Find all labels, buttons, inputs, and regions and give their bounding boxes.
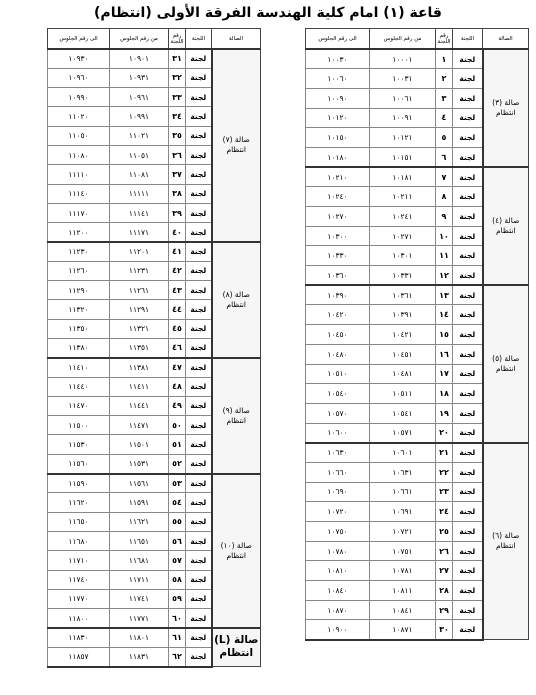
to-seat-cell: ١١٣٢٠ <box>48 300 110 319</box>
from-seat-cell: ١٠١٨١ <box>370 167 436 187</box>
committee-cell: لجنة <box>453 600 483 620</box>
from-seat-cell: ١١٣٥١ <box>110 338 169 357</box>
to-seat-cell: ١١٥٩٠ <box>48 474 110 493</box>
to-seat-cell: ١٠٥٧٠ <box>306 403 370 423</box>
committee-cell: لجنة <box>186 512 212 531</box>
from-seat-cell: ١١٧١١ <box>110 570 169 589</box>
from-seat-cell: ١١١٤١ <box>110 203 169 222</box>
table-row <box>48 49 261 68</box>
to-seat-cell: ١٠٩٠٠ <box>306 620 370 640</box>
to-seat-cell: ١٠٨٤٠ <box>306 581 370 601</box>
header-to-seat: الى رقم الجلوس <box>48 29 110 50</box>
committee-number: ١٣ <box>436 285 453 305</box>
committee-number: ٤٢ <box>169 261 186 280</box>
from-seat-cell: ١١١٧١ <box>110 223 169 242</box>
to-seat-cell: ١٠٠٦٠ <box>306 69 370 89</box>
to-seat-cell: ١٠٤٥٠ <box>306 325 370 345</box>
table-row <box>306 167 529 187</box>
from-seat-cell: ١٠٣٠١ <box>370 246 436 266</box>
to-seat-cell: ١٠٦٩٠ <box>306 482 370 502</box>
to-seat-cell: ١١١٤٠ <box>48 184 110 203</box>
committee-number: ١٢ <box>436 266 453 286</box>
committee-number: ٥٦ <box>169 531 186 550</box>
from-seat-cell: ١٠٩٣١ <box>110 68 169 87</box>
from-seat-cell: ١١١١١ <box>110 184 169 203</box>
to-seat-cell: ١١٦٢٠ <box>48 493 110 512</box>
from-seat-cell: ١٠٨١١ <box>370 581 436 601</box>
committee-number: ٣٣ <box>169 88 186 107</box>
committee-cell: لجنة <box>453 187 483 207</box>
from-seat-cell: ١١٥٦١ <box>110 474 169 493</box>
committee-cell: لجنة <box>186 88 212 107</box>
from-seat-cell: ١٠٥٧١ <box>370 423 436 443</box>
to-seat-cell: ١٠٧٢٠ <box>306 502 370 522</box>
committee-number: ١٠ <box>436 226 453 246</box>
from-seat-cell: ١٠٩٦١ <box>110 88 169 107</box>
committee-cell: لجنة <box>453 462 483 482</box>
from-seat-cell: ١١٨٣١ <box>110 647 169 666</box>
committee-number: ٥٧ <box>169 551 186 570</box>
header-to-seat: الى رقم الجلوس <box>306 29 370 50</box>
committee-number: ٣١ <box>169 49 186 68</box>
hall-name: صالة (٧) انتظام <box>212 49 261 242</box>
from-seat-cell: ١١٠٢١ <box>110 126 169 145</box>
committee-number: ١٤ <box>436 305 453 325</box>
header-row <box>48 29 261 50</box>
committee-cell: لجنة <box>453 502 483 522</box>
committee-number: ٦٠ <box>169 609 186 628</box>
committee-number: ٨ <box>436 187 453 207</box>
from-seat-cell: ١٠٩٩١ <box>110 107 169 126</box>
to-seat-cell: ١١٢٠٠ <box>48 223 110 242</box>
committee-cell: لجنة <box>186 68 212 87</box>
committee-cell: لجنة <box>453 207 483 227</box>
committee-number: ٩ <box>436 207 453 227</box>
committee-number: ٣٨ <box>169 184 186 203</box>
from-seat-cell: ١١٠٥١ <box>110 145 169 164</box>
to-seat-cell: ١١٥٣٠ <box>48 435 110 454</box>
page-title: قاعة (١) امام كلية الهندسة الفرقة الأولى (انتظام) <box>94 5 442 21</box>
committee-number: ٥٨ <box>169 570 186 589</box>
committee-number: ٤٥ <box>169 319 186 338</box>
to-seat-cell: ١٠٣٠٠ <box>306 226 370 246</box>
from-seat-cell: ١٠٧٨١ <box>370 561 436 581</box>
committee-number: ٤ <box>436 108 453 128</box>
from-seat-cell: ١١٣٨١ <box>110 358 169 377</box>
committee-number: ٦ <box>436 147 453 167</box>
from-seat-cell: ١١٦٥١ <box>110 531 169 550</box>
committee-number: ٢٩ <box>436 600 453 620</box>
to-seat-cell: ١٠٩٣٠ <box>48 49 110 68</box>
committee-cell: لجنة <box>186 338 212 357</box>
table-row <box>306 49 529 69</box>
committee-number: ٤٠ <box>169 223 186 242</box>
committee-cell: لجنة <box>186 589 212 608</box>
to-seat-cell: ١١٧١٠ <box>48 551 110 570</box>
hall-name: صالة (٥) انتظام <box>483 285 529 443</box>
hall-name: صالة (٣) انتظام <box>483 49 529 167</box>
committee-cell: لجنة <box>186 551 212 570</box>
committees-table-right <box>305 28 529 641</box>
from-seat-cell: ١١٧٧١ <box>110 609 169 628</box>
committee-number: ٢ <box>436 69 453 89</box>
from-seat-cell: ١١٤٧١ <box>110 416 169 435</box>
committee-number: ٥٠ <box>169 416 186 435</box>
to-seat-cell: ١١٠٨٠ <box>48 145 110 164</box>
committee-cell: لجنة <box>186 647 212 666</box>
from-seat-cell: ١٠٦٩١ <box>370 502 436 522</box>
table-row <box>48 358 261 377</box>
committee-number: ٢٨ <box>436 581 453 601</box>
to-seat-cell: ١٠٣٣٠ <box>306 246 370 266</box>
from-seat-cell: ١٠٧٥١ <box>370 541 436 561</box>
committee-cell: لجنة <box>453 325 483 345</box>
from-seat-cell: ١٠٢٧١ <box>370 226 436 246</box>
committee-cell: لجنة <box>186 358 212 377</box>
committee-number: ٤٧ <box>169 358 186 377</box>
to-seat-cell: ١٠٦٣٠ <box>306 443 370 463</box>
hall-name: صالة (٨) انتظام <box>212 242 261 358</box>
committee-cell: لجنة <box>453 364 483 384</box>
committee-number: ٤٩ <box>169 396 186 415</box>
committee-number: ٣٧ <box>169 165 186 184</box>
from-seat-cell: ١٠٦٣١ <box>370 462 436 482</box>
from-seat-cell: ١٠٧٢١ <box>370 522 436 542</box>
header-committee: اللجنة <box>186 29 212 50</box>
to-seat-cell: ١٠١٨٠ <box>306 147 370 167</box>
committee-number: ٤١ <box>169 242 186 261</box>
table-row <box>48 628 261 647</box>
committee-cell: لجنة <box>453 541 483 561</box>
committee-cell: لجنة <box>186 474 212 493</box>
to-seat-cell: ١١٣٨٠ <box>48 338 110 357</box>
header-hall: الصالة <box>212 29 261 50</box>
from-seat-cell: ١٠٤٨١ <box>370 364 436 384</box>
to-seat-cell: ١٠٧٨٠ <box>306 541 370 561</box>
to-seat-cell: ١١٠٢٠ <box>48 107 110 126</box>
from-seat-cell: ١١٢٣١ <box>110 261 169 280</box>
to-seat-cell: ١٠٠٣٠ <box>306 49 370 69</box>
committee-cell: لجنة <box>186 223 212 242</box>
committee-number: ٧ <box>436 167 453 187</box>
from-seat-cell: ١١٧٤١ <box>110 589 169 608</box>
committee-cell: لجنة <box>186 319 212 338</box>
from-seat-cell: ١٠٢١١ <box>370 187 436 207</box>
from-seat-cell: ١٠٨٤١ <box>370 600 436 620</box>
committee-cell: لجنة <box>453 88 483 108</box>
from-seat-cell: ١١٦٢١ <box>110 512 169 531</box>
committee-cell: لجنة <box>453 522 483 542</box>
committee-number: ٥ <box>436 128 453 148</box>
committee-number: ٥٩ <box>169 589 186 608</box>
to-seat-cell: ١١٧٧٠ <box>48 589 110 608</box>
from-seat-cell: ١١٥٠١ <box>110 435 169 454</box>
committee-cell: لجنة <box>186 203 212 222</box>
from-seat-cell: ١١٤١١ <box>110 377 169 396</box>
committee-number: ١٦ <box>436 344 453 364</box>
to-seat-cell: ١٠٤٢٠ <box>306 305 370 325</box>
committee-cell: لجنة <box>186 107 212 126</box>
table-row <box>48 242 261 261</box>
committee-number: ٢٤ <box>436 502 453 522</box>
committee-number: ٣ <box>436 88 453 108</box>
to-seat-cell: ١٠٢١٠ <box>306 167 370 187</box>
to-seat-cell: ١١٨٣٠ <box>48 628 110 647</box>
committee-number: ٢٥ <box>436 522 453 542</box>
to-seat-cell: ١٠٩٦٠ <box>48 68 110 87</box>
committee-cell: لجنة <box>453 147 483 167</box>
to-seat-cell: ١٠٥٤٠ <box>306 384 370 404</box>
from-seat-cell: ١١٢٠١ <box>110 242 169 261</box>
table-row <box>306 443 529 463</box>
committee-number: ٦٢ <box>169 647 186 666</box>
committee-cell: لجنة <box>453 423 483 443</box>
committee-number: ٢٧ <box>436 561 453 581</box>
to-seat-cell: ١١٦٨٠ <box>48 531 110 550</box>
from-seat-cell: ١٠٩٠١ <box>110 49 169 68</box>
committee-cell: لجنة <box>186 377 212 396</box>
committee-cell: لجنة <box>453 246 483 266</box>
committee-cell: لجنة <box>186 184 212 203</box>
from-seat-cell: ١٠٦٦١ <box>370 482 436 502</box>
to-seat-cell: ١٠١٢٠ <box>306 108 370 128</box>
to-seat-cell: ١٠٦٠٠ <box>306 423 370 443</box>
table-body <box>306 49 529 640</box>
from-seat-cell: ١٠٠٦١ <box>370 88 436 108</box>
to-seat-cell: ١١٨٠٠ <box>48 609 110 628</box>
from-seat-cell: ١٠٠٩١ <box>370 108 436 128</box>
committee-number: ٦١ <box>169 628 186 647</box>
to-seat-cell: ١٠٩٩٠ <box>48 88 110 107</box>
committee-number: ١ <box>436 49 453 69</box>
committee-cell: لجنة <box>186 531 212 550</box>
committee-cell: لجنة <box>186 493 212 512</box>
committee-cell: لجنة <box>453 403 483 423</box>
from-seat-cell: ١٠٥١١ <box>370 384 436 404</box>
header-committee-no: رقم اللجنة <box>436 29 453 50</box>
to-seat-cell: ١١١١٠ <box>48 165 110 184</box>
committee-number: ١٨ <box>436 384 453 404</box>
to-seat-cell: ١٠٣٩٠ <box>306 285 370 305</box>
to-seat-cell: ١١٦٥٠ <box>48 512 110 531</box>
to-seat-cell: ١١٥٦٠ <box>48 454 110 473</box>
committee-number: ٢٣ <box>436 482 453 502</box>
from-seat-cell: ١١٢٩١ <box>110 300 169 319</box>
table-row <box>48 474 261 493</box>
from-seat-cell: ١١٥٩١ <box>110 493 169 512</box>
from-seat-cell: ١٠٦٠١ <box>370 443 436 463</box>
committee-number: ٤٨ <box>169 377 186 396</box>
committee-number: ٢١ <box>436 443 453 463</box>
hall-name: صالة (١٠) انتظام <box>212 474 261 628</box>
to-seat-cell: ١٠٧٥٠ <box>306 522 370 542</box>
header-row <box>306 29 529 50</box>
committee-number: ٥٢ <box>169 454 186 473</box>
committee-number: ٣٩ <box>169 203 186 222</box>
hall-name: صالة (٤) انتظام <box>483 167 529 285</box>
to-seat-cell: ١٠٠٩٠ <box>306 88 370 108</box>
committee-cell: لجنة <box>186 416 212 435</box>
committee-cell: لجنة <box>453 285 483 305</box>
from-seat-cell: ١٠٥٤١ <box>370 403 436 423</box>
committee-cell: لجنة <box>186 300 212 319</box>
committee-cell: لجنة <box>453 384 483 404</box>
from-seat-cell: ١٠٢٤١ <box>370 207 436 227</box>
committee-number: ٥٥ <box>169 512 186 531</box>
to-seat-cell: ١١٤٤٠ <box>48 377 110 396</box>
committee-number: ٥١ <box>169 435 186 454</box>
from-seat-cell: ١١٠٨١ <box>110 165 169 184</box>
committee-cell: لجنة <box>453 344 483 364</box>
committee-cell: لجنة <box>453 226 483 246</box>
to-seat-cell: ١١٤٧٠ <box>48 396 110 415</box>
to-seat-cell: ١١٢٣٠ <box>48 242 110 261</box>
committee-cell: لجنة <box>186 454 212 473</box>
committee-cell: لجنة <box>186 145 212 164</box>
committee-cell: لجنة <box>186 126 212 145</box>
from-seat-cell: ١٠٣٩١ <box>370 305 436 325</box>
hall-name: صالة (٦) انتظام <box>483 443 529 640</box>
to-seat-cell: ١١١٧٠ <box>48 203 110 222</box>
to-seat-cell: ١١٣٥٠ <box>48 319 110 338</box>
committee-cell: لجنة <box>453 69 483 89</box>
committee-cell: لجنة <box>453 581 483 601</box>
committee-number: ١٩ <box>436 403 453 423</box>
to-seat-cell: ١٠٨١٠ <box>306 561 370 581</box>
committee-number: ٤٤ <box>169 300 186 319</box>
committee-number: ٣٢ <box>169 68 186 87</box>
committee-cell: لجنة <box>186 570 212 589</box>
to-seat-cell: ١٠٦٦٠ <box>306 462 370 482</box>
committee-cell: لجنة <box>186 435 212 454</box>
to-seat-cell: ١١٥٠٠ <box>48 416 110 435</box>
from-seat-cell: ١١٢٦١ <box>110 281 169 300</box>
header-from-seat: من رقم الجلوس <box>370 29 436 50</box>
committees-table-left <box>47 28 261 668</box>
from-seat-cell: ١٠٠٣١ <box>370 69 436 89</box>
header-hall: الصالة <box>483 29 529 50</box>
to-seat-cell: ١٠١٥٠ <box>306 128 370 148</box>
committee-cell: لجنة <box>453 482 483 502</box>
committee-number: ١٧ <box>436 364 453 384</box>
committee-cell: لجنة <box>453 108 483 128</box>
committee-number: ٥٤ <box>169 493 186 512</box>
from-seat-cell: ١٠١٥١ <box>370 147 436 167</box>
committee-number: ٤٣ <box>169 281 186 300</box>
to-seat-cell: ١١٢٦٠ <box>48 261 110 280</box>
to-seat-cell: ١١٨٥٧ <box>48 647 110 666</box>
table-body <box>48 49 261 667</box>
committee-number: ٣٤ <box>169 107 186 126</box>
to-seat-cell: ١٠٨٧٠ <box>306 600 370 620</box>
committee-cell: لجنة <box>453 443 483 463</box>
committee-number: ٢٦ <box>436 541 453 561</box>
committee-number: ١٥ <box>436 325 453 345</box>
from-seat-cell: ١٠٣٦١ <box>370 285 436 305</box>
from-seat-cell: ١٠٣٣١ <box>370 266 436 286</box>
committee-cell: لجنة <box>453 49 483 69</box>
committee-cell: لجنة <box>453 620 483 640</box>
committee-cell: لجنة <box>453 561 483 581</box>
from-seat-cell: ١١٨٠١ <box>110 628 169 647</box>
committee-cell: لجنة <box>453 167 483 187</box>
committee-cell: لجنة <box>453 266 483 286</box>
committee-cell: لجنة <box>453 128 483 148</box>
committee-number: ٢٢ <box>436 462 453 482</box>
committee-number: ٣٦ <box>169 145 186 164</box>
committee-cell: لجنة <box>186 628 212 647</box>
hall-name: صالة (٩) انتظام <box>212 358 261 474</box>
committee-number: ١١ <box>436 246 453 266</box>
hall-name: صالة (L) انتظام <box>212 628 261 667</box>
header-from-seat: من رقم الجلوس <box>110 29 169 50</box>
header-committee-no: رقم اللجنة <box>169 29 186 50</box>
from-seat-cell: ١٠٤٥١ <box>370 344 436 364</box>
committee-cell: لجنة <box>186 261 212 280</box>
committee-number: ٥٣ <box>169 474 186 493</box>
to-seat-cell: ١١٧٤٠ <box>48 570 110 589</box>
committee-number: ٤٦ <box>169 338 186 357</box>
to-seat-cell: ١١٤١٠ <box>48 358 110 377</box>
from-seat-cell: ١٠١٢١ <box>370 128 436 148</box>
committee-cell: لجنة <box>186 609 212 628</box>
to-seat-cell: ١٠٥١٠ <box>306 364 370 384</box>
committee-number: ٢٠ <box>436 423 453 443</box>
header-committee: اللجنة <box>453 29 483 50</box>
committee-cell: لجنة <box>186 281 212 300</box>
committee-cell: لجنة <box>186 165 212 184</box>
to-seat-cell: ١١٠٥٠ <box>48 126 110 145</box>
committee-cell: لجنة <box>186 49 212 68</box>
committee-cell: لجنة <box>186 396 212 415</box>
committee-number: ٣٠ <box>436 620 453 640</box>
committee-cell: لجنة <box>186 242 212 261</box>
committee-number: ٣٥ <box>169 126 186 145</box>
to-seat-cell: ١٠٤٨٠ <box>306 344 370 364</box>
from-seat-cell: ١١٦٨١ <box>110 551 169 570</box>
to-seat-cell: ١٠٣٦٠ <box>306 266 370 286</box>
committee-cell: لجنة <box>453 305 483 325</box>
from-seat-cell: ١٠٨٧١ <box>370 620 436 640</box>
from-seat-cell: ١١٣٢١ <box>110 319 169 338</box>
from-seat-cell: ١١٤٤١ <box>110 396 169 415</box>
from-seat-cell: ١٠٠٠١ <box>370 49 436 69</box>
to-seat-cell: ١٠٢٤٠ <box>306 187 370 207</box>
from-seat-cell: ١٠٤٢١ <box>370 325 436 345</box>
to-seat-cell: ١٠٢٧٠ <box>306 207 370 227</box>
from-seat-cell: ١١٥٣١ <box>110 454 169 473</box>
to-seat-cell: ١١٢٩٠ <box>48 281 110 300</box>
table-row <box>306 285 529 305</box>
